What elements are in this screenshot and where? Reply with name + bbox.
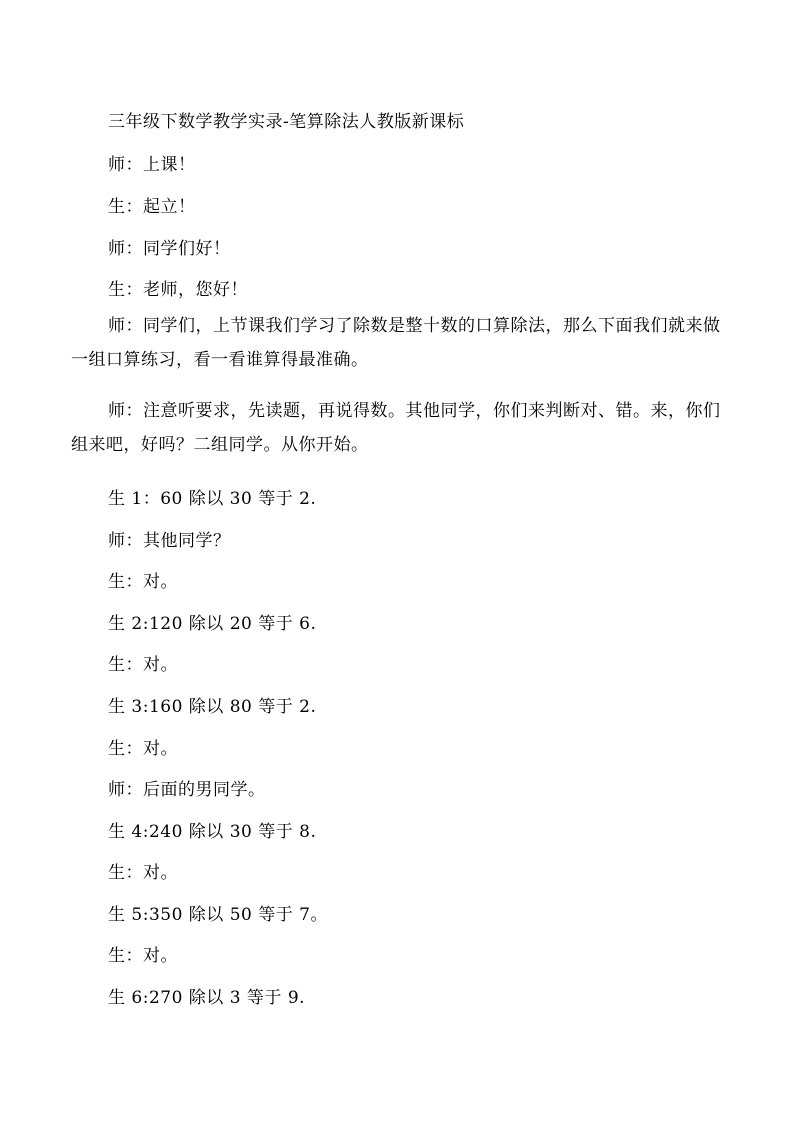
- dialogue-line: 生 4:240 除以 30 等于 8.: [108, 822, 317, 842]
- dialogue-line: 生：对。: [108, 739, 178, 759]
- dialogue-line: 生 5:350 除以 50 等于 7。: [108, 905, 328, 925]
- dialogue-line: 师：后面的男同学。: [108, 780, 266, 800]
- dialogue-line: 生：对。: [108, 655, 178, 675]
- dialogue-line: 生：老师，您好！: [108, 280, 248, 300]
- dialogue-line: 生：对。: [108, 572, 178, 592]
- dialogue-line: 生：对。: [108, 946, 178, 966]
- dialogue-line: 生 6:270 除以 3 等于 9.: [108, 988, 306, 1008]
- dialogue-line: 生 2:120 除以 20 等于 6.: [108, 614, 317, 634]
- dialogue-line: 生：起立！: [108, 197, 196, 217]
- dialogue-line: 生 3:160 除以 80 等于 2.: [108, 697, 317, 717]
- dialogue-line: 师：其他同学？: [108, 531, 231, 551]
- dialogue-line: 生 1：60 除以 30 等于 2.: [108, 489, 317, 509]
- document-title: 三年级下数学教学实录-笔算除法人教版新课标: [108, 112, 465, 132]
- dialogue-line: 生：对。: [108, 863, 178, 883]
- dialogue-paragraph: 师：注意听要求，先读题，再说得数。其他同学，你们来判断对、错。来，你们组来吧，好吗？二组同学。从你开始。: [71, 401, 721, 455]
- dialogue-paragraph: 师：同学们，上节课我们学习了除数是整十数的口算除法，那么下面我们就来做一组口算练习，看一看谁算得最准确。: [71, 316, 721, 370]
- dialogue-line: 师：上课！: [108, 155, 196, 175]
- dialogue-line: 师：同学们好！: [108, 239, 231, 259]
